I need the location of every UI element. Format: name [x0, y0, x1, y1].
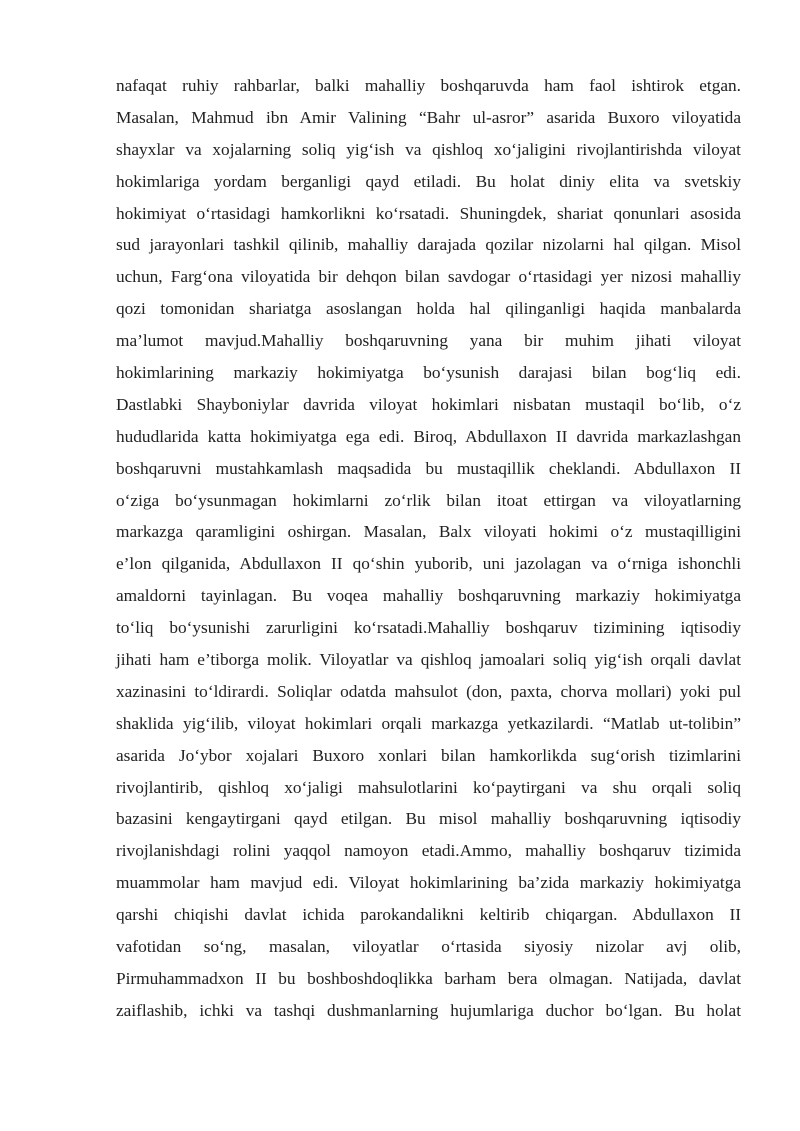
text-line: hokimlariga yordam berganligi qayd etiladi. Bu holat diniy elita va svetskiy [116, 171, 741, 191]
text-line: boshqaruvni mustahkamlash maqsadida bu mustaqillik cheklandi. Abdullaxon II [116, 458, 741, 478]
text-line: to‘liq bo‘ysunishi zarurligini ko‘rsatadi.Mahalliy boshqaruv tizimining iqtisodiy [116, 618, 741, 638]
text-line: vafotidan so‘ng, masalan, viloyatlar o‘rtasida siyosiy nizolar avj olib, [116, 937, 741, 957]
text-line: shaklida yig‘ilib, viloyat hokimlari orqali markazga yetkazilardi. “Matlab ut-tolibin” [116, 713, 741, 733]
text-line: hududlarida katta hokimiyatga ega edi. Biroq, Abdullaxon II davrida markazlashgan [116, 426, 741, 446]
text-line: rivojlanishdagi rolini yaqqol namoyon etadi.Ammo, mahalliy boshqaruv tizimida [116, 841, 741, 861]
text-line: jihati ham e’tiborga molik. Viloyatlar va qishloq jamoalari soliq yig‘ish orqali davlat [116, 650, 741, 670]
text-line: hokimiyat o‘rtasidagi hamkorlikni ko‘rsatadi. Shuningdek, shariat qonunlari asosida [116, 203, 741, 223]
text-line: e’lon qilganida, Abdullaxon II qo‘shin yuborib, uni jazolagan va o‘rniga ishonchli [116, 554, 741, 574]
text-line: bazasini kengaytirgani qayd etilgan. Bu misol mahalliy boshqaruvning iqtisodiy [116, 809, 741, 829]
text-line: Pirmuhammadxon II bu boshboshdoqlikka barham bera olmagan. Natijada, davlat [116, 968, 741, 988]
text-line: zaiflashib, ichki va tashqi dushmanlarning hujumlariga duchor bo‘lgan. Bu holat [116, 1000, 741, 1020]
text-line: shayxlar va xojalarning soliq yig‘ish va qishloq xo‘jaligini rivojlantirishda viloyat [116, 139, 741, 159]
text-line: o‘ziga bo‘ysunmagan hokimlarni zo‘rlik bilan itoat ettirgan va viloyatlarning [116, 490, 741, 510]
text-line: rivojlantirib, qishloq xo‘jaligi mahsulotlarini ko‘paytirgani va shu orqali soliq [116, 777, 741, 797]
text-line: markazga qaramligini oshirgan. Masalan, Balx viloyati hokimi o‘z mustaqilligini [116, 522, 741, 542]
text-line: asarida Jo‘ybor xojalari Buxoro xonlari bilan hamkorlikda sug‘orish tizimlarini [116, 745, 741, 765]
text-line: qarshi chiqishi davlat ichida parokandalikni keltirib chiqargan. Abdullaxon II [116, 905, 741, 925]
text-line: amaldorni tayinlagan. Bu voqea mahalliy boshqaruvning markaziy hokimiyatga [116, 586, 741, 606]
text-line: Dastlabki Shayboniylar davrida viloyat hokimlari nisbatan mustaqil bo‘lib, o‘z [116, 394, 741, 414]
text-line: Masalan, Mahmud ibn Amir Valining “Bahr ul-asror” asarida Buxoro viloyatida [116, 107, 741, 127]
text-line: ma’lumot mavjud.Mahalliy boshqaruvning yana bir muhim jihati viloyat [116, 331, 741, 351]
text-line: sud jarayonlari tashkil qilinib, mahalliy darajada qozilar nizolarni hal qilgan. Misol [116, 235, 741, 255]
text-line: uchun, Farg‘ona viloyatida bir dehqon bilan savdogar o‘rtasidagi yer nizosi mahalliy [116, 267, 741, 287]
text-line: xazinasini to‘ldirardi. Soliqlar odatda mahsulot (don, paxta, chorva mollari) yoki pul [116, 681, 741, 701]
text-line: nafaqat ruhiy rahbarlar, balki mahalliy boshqaruvda ham faol ishtirok etgan. [116, 76, 741, 95]
text-line: qozi tomonidan shariatga asoslangan holda hal qilinganligi haqida manbalarda [116, 299, 741, 319]
text-line: muammolar ham mavjud edi. Viloyat hokimlarining ba’zida markaziy hokimiyatga [116, 873, 741, 893]
body-text [116, 70, 741, 1027]
text-line: hokimlarining markaziy hokimiyatga bo‘ysunish darajasi bilan bog‘liq edi. [116, 363, 741, 383]
